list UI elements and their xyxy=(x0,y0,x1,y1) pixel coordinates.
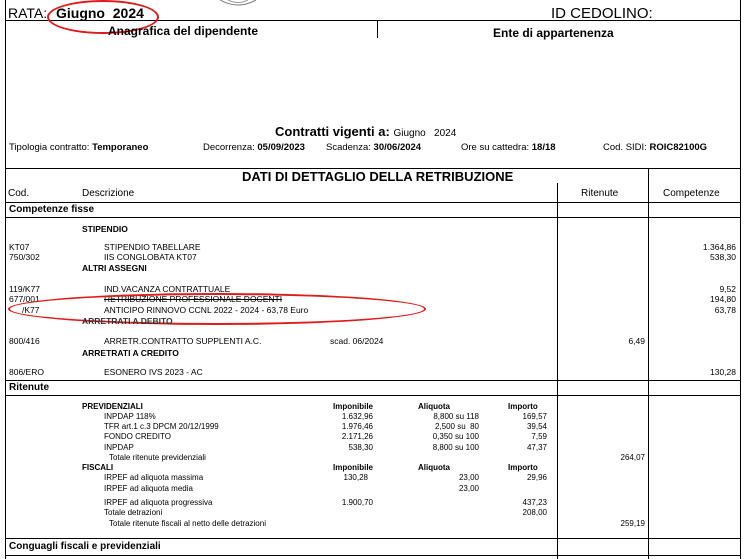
col-imponibile-header-fiscali: Imponibile xyxy=(333,463,373,472)
frame-left-border xyxy=(5,0,6,559)
ore-cattedra xyxy=(461,142,556,153)
prev-desc: FONDO CREDITO xyxy=(104,432,171,441)
fisc-imponibile: 1.900,70 xyxy=(341,498,373,507)
id-cedolino-label: ID CEDOLINO: xyxy=(551,5,653,22)
arretrati-credito-heading: ARRETRATI A CREDITO xyxy=(82,348,179,358)
fiscali-heading: FISCALI xyxy=(82,463,114,472)
cod-sidi-value: ROIC82100G xyxy=(649,142,708,153)
fisc-importo: 437,23 xyxy=(522,498,547,507)
totale-previdenziali-value: 264,07 xyxy=(620,453,645,462)
highlight-anticipo-oval xyxy=(8,293,426,325)
fisc-imponibile: 130,28 xyxy=(343,473,368,482)
fisc-desc: IRPEF ad aliquota progressiva xyxy=(104,498,213,507)
prev-imponibile: 538,30 xyxy=(348,443,373,452)
section-ritenute: Ritenute xyxy=(9,382,49,393)
prev-aliquota: 0,350 su 100 xyxy=(432,432,479,441)
previdenziali-heading: PREVIDENZIALI xyxy=(82,402,143,411)
prev-aliquota: 2,500 su 80 xyxy=(434,422,479,431)
col-aliquota-header: Aliquota xyxy=(418,402,450,411)
row-scadenza: scad. 06/2024 xyxy=(330,336,384,346)
col-descrizione-header: Descrizione xyxy=(82,188,135,199)
col-imponibile-header: Imponibile xyxy=(333,402,373,411)
ore-label: Ore su cattedra: xyxy=(461,142,530,153)
prev-desc: INPDAP 118% xyxy=(104,412,156,421)
logo-emblem xyxy=(218,0,258,6)
col-ritenute-header: Ritenute xyxy=(581,188,619,199)
ritenute-divider xyxy=(5,380,740,381)
fisc-desc: IRPEF ad aliquota massima xyxy=(104,473,204,482)
totale-fiscali-value: 259,19 xyxy=(620,519,645,528)
competenze-col-divider xyxy=(648,168,649,559)
fisc-aliquota: 23,00 xyxy=(458,473,479,482)
prev-importo: 169,57 xyxy=(522,412,547,421)
ore-value: 18/18 xyxy=(531,142,556,153)
row-cod: KT07 xyxy=(9,242,30,252)
row-desc: ESONERO IVS 2023 - AC xyxy=(104,367,203,377)
prev-imponibile: 2.171,26 xyxy=(341,432,373,441)
stipendio-heading: STIPENDIO xyxy=(82,224,128,234)
row-desc: RETRIBUZIONE PROFESSIONALE DOCENTI xyxy=(104,294,283,304)
row-cod: 677/001 xyxy=(9,294,40,304)
fisc-desc: Totale detrazioni xyxy=(104,508,163,517)
prev-imponibile: 1.632,96 xyxy=(341,412,373,421)
frame-right-border xyxy=(740,0,741,559)
prev-desc: TFR art.1 c.3 DPCM 20/12/1999 xyxy=(104,422,219,431)
scadenza xyxy=(326,142,421,153)
table-header-bottom-border xyxy=(5,202,740,203)
section-competenze-fisse: Competenze fisse xyxy=(9,204,95,215)
cod-sidi-label: Cod. SIDI: xyxy=(603,142,647,153)
prev-imponibile: 1.976,46 xyxy=(341,422,373,431)
prev-importo: 7,59 xyxy=(531,432,547,441)
row-desc: IND.VACANZA CONTRATTUALE xyxy=(104,284,231,294)
row-competenze: 130,28 xyxy=(710,367,736,377)
row-desc: IIS CONGLOBATA KT07 xyxy=(104,252,197,262)
row-competenze: 9,52 xyxy=(719,284,736,294)
col-competenze-header: Competenze xyxy=(663,188,720,199)
prev-aliquota: 8,800 su 100 xyxy=(432,443,479,452)
row-competenze: 1.364,86 xyxy=(702,242,736,252)
decorrenza xyxy=(203,142,305,153)
row-cod: 750/302 xyxy=(9,252,40,262)
totale-previdenziali-label: Totale ritenute previdenziali xyxy=(109,453,206,462)
altri-assegni-heading: ALTRI ASSEGNI xyxy=(82,263,147,273)
ritenute-header-divider xyxy=(5,395,740,396)
ritenute-col-divider xyxy=(557,183,558,559)
scadenza-value: 30/06/2024 xyxy=(373,142,422,153)
anagrafica-label: Anagrafica del dipendente xyxy=(108,24,259,38)
contratti-period: Giugno 2024 xyxy=(393,128,457,139)
prev-importo: 39,54 xyxy=(526,422,547,431)
row-competenze: 63,78 xyxy=(714,305,736,315)
row-desc: STIPENDIO TABELLARE xyxy=(104,242,201,252)
decorrenza-label: Decorrenza: xyxy=(203,142,255,153)
fisc-importo: 29,96 xyxy=(526,473,547,482)
prev-importo: 47,37 xyxy=(526,443,547,452)
row-desc: ANTICIPO RINNOVO CCNL 2022 - 2024 - 63,78 Euro xyxy=(104,305,309,315)
scadenza-label: Scadenza: xyxy=(326,142,371,153)
col-cod-header: Cod. xyxy=(8,188,30,199)
col-importo-header: Importo xyxy=(508,402,538,411)
fisc-desc: IRPEF ad aliquota media xyxy=(104,484,193,493)
row-cod: 119/K77 xyxy=(9,284,41,294)
row-competenze: 194,80 xyxy=(710,294,736,304)
prev-desc: INPDAP xyxy=(104,443,134,452)
fisc-aliquota: 23,00 xyxy=(458,484,479,493)
tipologia-label: Tipologia contratto: xyxy=(9,142,90,153)
anagrafica-ente-divider xyxy=(377,20,378,38)
decorrenza-value: 05/09/2023 xyxy=(257,142,305,153)
rata-label: RATA: xyxy=(8,5,48,21)
cod-sidi xyxy=(603,142,707,153)
dettaglio-title: DATI DI DETTAGLIO DELLA RETRIBUZIONE xyxy=(242,169,514,184)
conguagli-divider xyxy=(5,538,740,539)
ente-label: Ente di appartenenza xyxy=(493,26,614,40)
totale-fiscali-label: Totale ritenute fiscali al netto delle detrazioni xyxy=(109,519,266,528)
fisc-importo: 208,00 xyxy=(522,508,547,517)
arretrati-debito-heading: ARRETRATI A DEBITO xyxy=(82,316,173,326)
row-desc: ARRETR.CONTRATTO SUPPLENTI A.C. xyxy=(104,336,262,346)
tipologia-value: Temporaneo xyxy=(92,142,149,153)
row-cod: 800/416 xyxy=(9,336,40,346)
row-cod: /K77 xyxy=(22,305,40,315)
section-conguagli: Conguagli fiscali e previdenziali xyxy=(9,541,161,552)
contratti-title: Contratti vigenti a: xyxy=(275,124,390,139)
conguagli-bottom-divider xyxy=(5,555,740,556)
col-importo-header-fiscali: Importo xyxy=(508,463,538,472)
row-competenze: 538,30 xyxy=(710,252,736,262)
contratti-title-row xyxy=(275,124,456,139)
row-ritenute: 6,49 xyxy=(628,336,645,346)
competenze-divider xyxy=(5,217,740,218)
rata-value: Giugno 2024 xyxy=(56,5,144,21)
prev-aliquota: 8,800 su 118 xyxy=(433,412,479,421)
tipologia xyxy=(9,142,148,153)
col-aliquota-header-fiscali: Aliquota xyxy=(418,463,450,472)
row-cod: 806/ERO xyxy=(9,367,44,377)
